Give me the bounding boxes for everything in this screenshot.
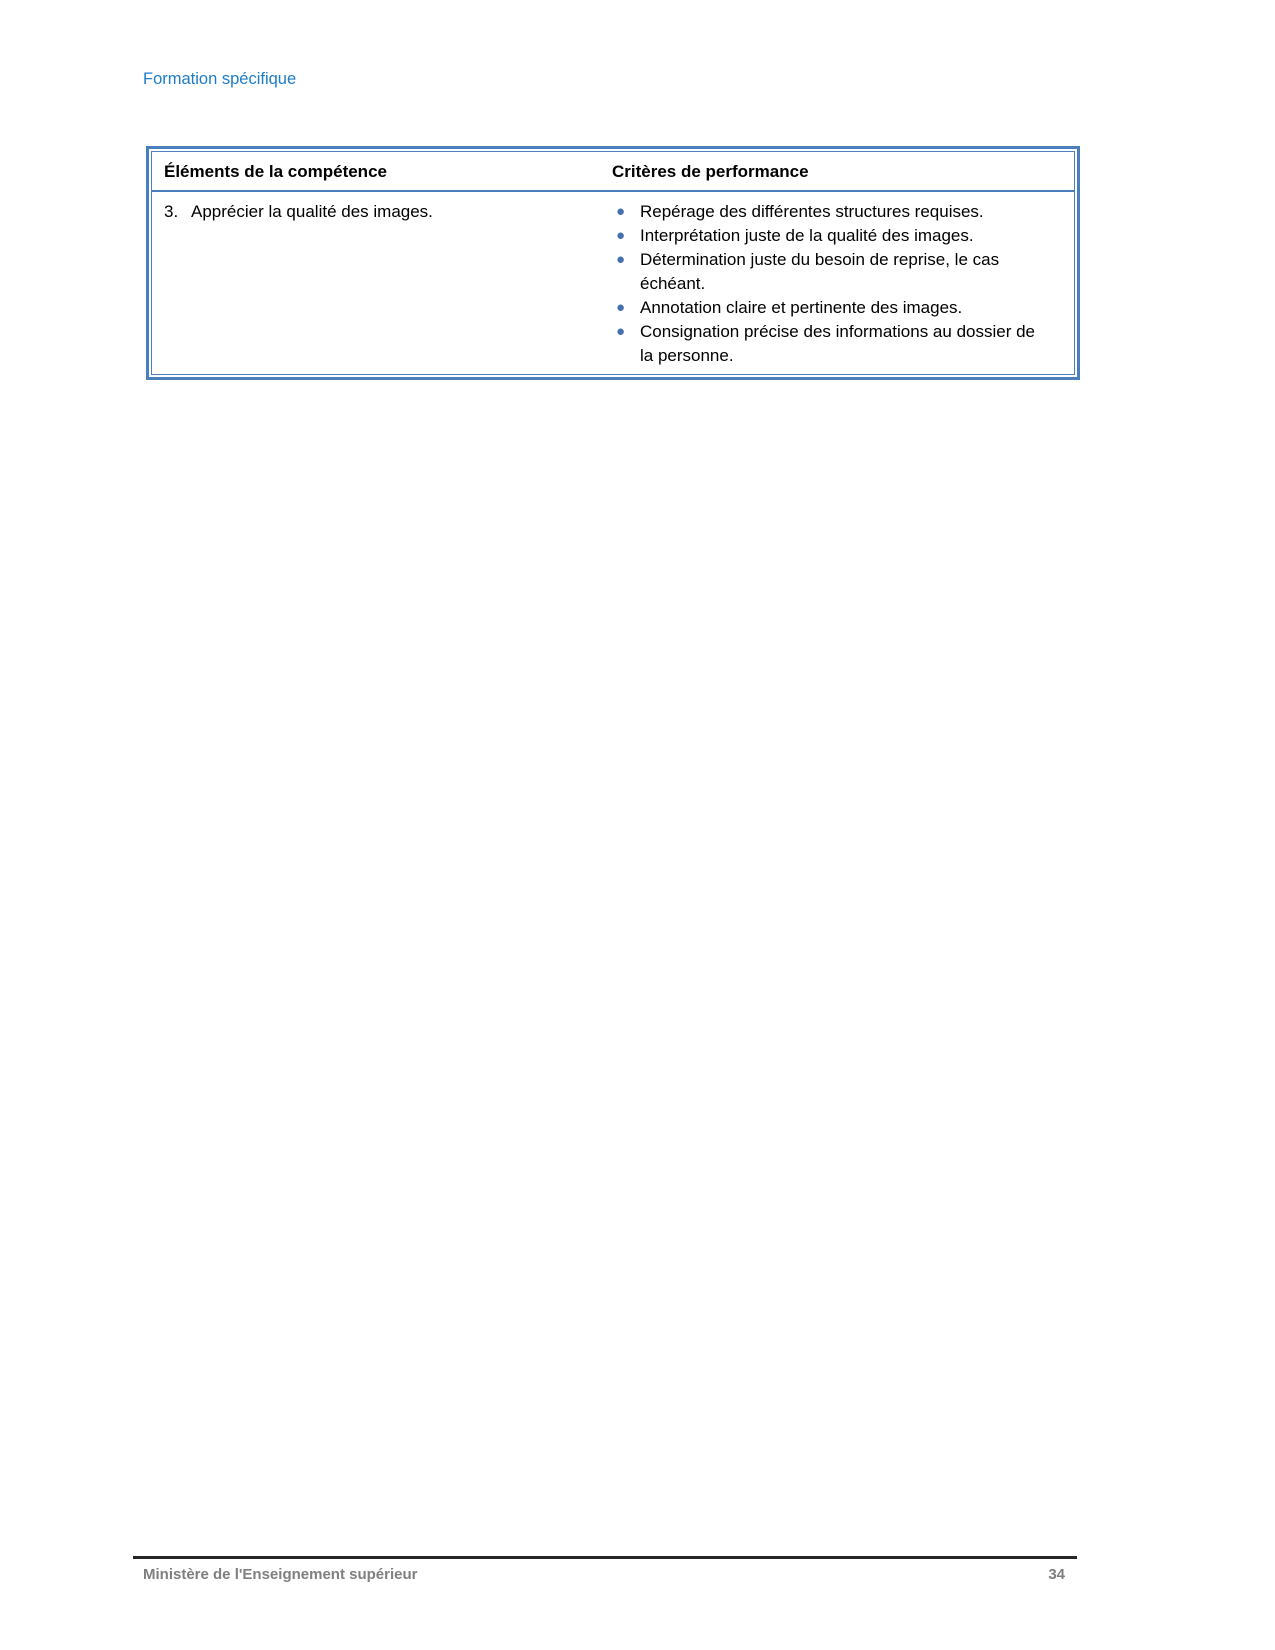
list-item <box>612 296 1046 320</box>
bullet-icon: ● <box>616 227 626 244</box>
criterion-text: Annotation claire et pertinente des images. <box>640 298 963 317</box>
criterion-text: Interprétation juste de la qualité des images. <box>640 226 974 245</box>
column-header-elements: Éléments de la compétence <box>164 162 387 181</box>
element-item <box>158 200 598 224</box>
table-header-row <box>152 152 1074 192</box>
criterion-text: Détermination juste du besoin de reprise, le cas échéant. <box>640 250 1000 293</box>
bullet-icon: ● <box>616 323 626 340</box>
list-item <box>612 320 1046 368</box>
page-footer <box>133 1556 1077 1583</box>
list-item <box>612 200 1046 224</box>
header-cell-elements <box>152 153 604 189</box>
criterion-text: Consignation précise des informations au dossier de la personne. <box>640 322 1036 365</box>
element-cell <box>152 192 604 374</box>
element-label: Apprécier la qualité des images. <box>191 202 433 221</box>
page-number: 34 <box>1048 1566 1065 1583</box>
footer-ministry-label: Ministère de l'Enseignement supérieur <box>143 1566 418 1583</box>
header-cell-criteria <box>604 153 1074 189</box>
list-item <box>612 224 1046 248</box>
criteria-list <box>612 200 1052 368</box>
column-header-criteria: Critères de performance <box>612 162 809 181</box>
competency-table-frame <box>146 146 1080 380</box>
bullet-icon: ● <box>616 251 626 268</box>
criteria-cell <box>604 192 1074 374</box>
table-row <box>152 192 1074 374</box>
criterion-text: Repérage des différentes structures requises. <box>640 202 984 221</box>
list-item <box>612 248 1046 296</box>
running-header: Formation spécifique <box>143 70 297 88</box>
competency-table <box>151 151 1075 375</box>
bullet-icon: ● <box>616 299 626 316</box>
element-number: 3. <box>164 202 179 221</box>
bullet-icon: ● <box>616 203 626 220</box>
